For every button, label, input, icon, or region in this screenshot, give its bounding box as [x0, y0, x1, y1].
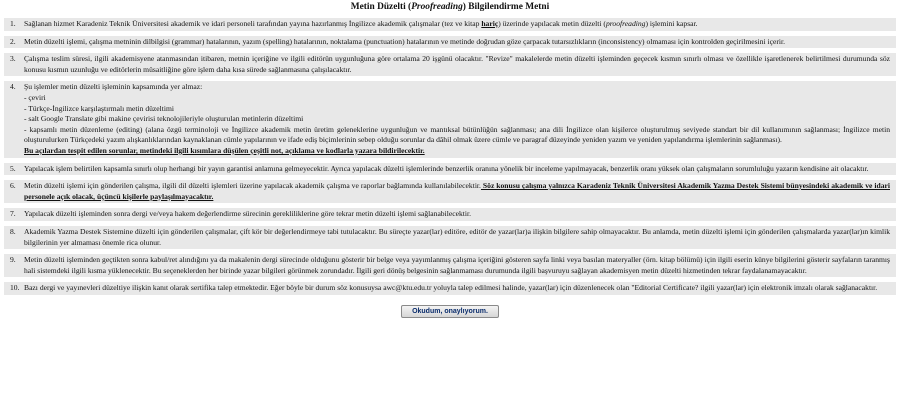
- list-item-6: 6. Metin düzelti işlemi için gönderilen çalışma, ilgili dil düzelti işlemleri üzerine yapılacak akademik çalışma ve raporlar bağlamında kullanılabilecektir. Söz konusu çalışma yalnızca Karadeniz Teknik Üniversitesi Akademik Yazma Destek Sistemi bünyesindeki akademik ve idari personele açık olacak, üçüncü kişilerle paylaşılmayacaktır.: [4, 180, 896, 203]
- list-item-4: 4. Şu işlemler metin düzelti işleminin kapsamında yer almaz: - çeviri - Türkçe-İngilizce karşılaştırmalı metin düzeltimi - salt Google Translate gibi makine çevirisi teknolojileriyle oluşturulan metinlerin düzeltimi - kapsamlı metin düzenleme (editing) (alana özgü terminoloji ve İngilizce akademik metin üretim geleneklerine uygunluğun ve mantıksal bütünlüğün sağlanması; ana dili İngilizce olan kişilerce oluşturulmuş seviyede standart bir dil kullanımının sağlanması; İngilizce metin oluşturulurken Türkçedeki yazım alışkanlıklarından kaynaklanan cümle yapılarının ve ifade ediş biçimlerinin sebep olduğu sorunlar da dâhil olmak üzere cümle ve paragraf düzeyinde yeniden yazım ve yeniden yapılandırma işlemlerinin sağlanması). Bu açılardan tespit edilen sorunlar, metindeki ilgili kısımlara düşülen çeşitli not, açıklama ve kodlarla yazara bildirilecektir.: [4, 81, 896, 157]
- info-page: [0, 2, 900, 420]
- excluded-comparative-editing: - Türkçe-İngilizce karşılaştırmalı metin düzeltimi: [24, 103, 174, 113]
- list-item-7: 7. Yapılacak düzelti işleminden sonra dergi ve/veya hakem değerlendirme sürecinin gerekliliklerine göre tekrar metin düzelti işlemi sağlanabilecektir.: [4, 208, 896, 221]
- list-item-10: 10. Bazı dergi ve yayınevleri düzeltiye ilişkin kanıt olarak sertifika talep etmektedir. Eğer böyle bir durum söz konusuysa awc@ktu.edu.tr yoluyla talep edilmesi halinde, yazar(lar) için düzenlenecek olan "Editorial Certificate? ilgili yazar(lar) için elektronik imzalı olarak sağlanacaktır.: [4, 282, 896, 295]
- list-item-5: 5. Yapılacak işlem belirtilen kapsamla sınırlı olup herhangi bir yayın garantisi anlamına gelmeyecektir. Ayrıca yapılacak düzelti işlemlerinde benzerlik oranına yönelik bir inceleme yapılmayacak, benzerlik oranı yüksek olan çalışmaların sorumluluğu yazarın kendisine ait olacaktır.: [4, 163, 896, 176]
- excluded-machine-translation: - salt Google Translate gibi makine çevirisi teknolojileriyle oluşturulan metinlerin düzeltimi: [24, 114, 304, 124]
- list-item-9: 9. Metin düzelti işleminden geçtikten sonra kabul/ret alındığını ya da makalenin dergi sürecinde olduğunu gösterir bir belge veya yayımlanmış çalışma içeriğini gösteren sayfa linki veya basılan materyaller (örn. kitap bölümü) için ilgili eserin künye bilgilerini gösterir sayfaların taranmış hali sistemdeki ilgili kısma yüklenecektir. Bu seçeneklerden her birinde yazar bilgileri görünmek zorundadır. İlgili geri dönüş belgesinin sağlanmaması durumunda ilgili başvuruyu sağlayan akademisyen metin düzelti hizmetinden tekrar faydalanamayacaktır.: [4, 254, 896, 277]
- button-row: [4, 300, 896, 318]
- list-item-2: 2. Metin düzelti işlemi, çalışma metninin dilbilgisi (grammar) hatalarının, yazım (spelling) hatalarının, noktalama (punctuation) hatalarının ve metinde doğrudan göze çarpacak tutarsızlıkların (inconsistency) olmaması için kontrolden geçirilmesini içerir.: [4, 36, 896, 49]
- excluded-comprehensive-editing: - kapsamlı metin düzenleme (editing) (alana özgü terminoloji ve İngilizce akademik metin üretim geleneklerine uygunluğun ve mantıksal bütünlüğün sağlanması; ana dili İngilizce olan kişilerce oluşturulmuş seviyede standart bir dil kullanımının sağlanması; İngilizce metin oluşturulurken Türkçedeki yazım alışkanlıklarından kaynaklanan cümle yapılarının ve ifade ediş biçimlerinin sebep olduğu sorunlar da dâhil olmak üzere cümle ve paragraf düzeyinde yeniden yazım ve yeniden yapılandırma işlemlerinin sağlanması).: [24, 124, 890, 145]
- list-item-8: 8. Akademik Yazma Destek Sistemine düzelti için gönderilen çalışmalar, çift kör bir değerlendirmeye tabi tutulacaktır. Bu süreçte yazar(lar) editöre, editör de yazar(lar)a ilişkin bilgilere sahip olmayacaktır. Bu anlamda, metin düzelti işlemi için gönderilen çalışmalarda yazar(lar)ın kimlik bilgilerinin yer almaması önemle rica olunur.: [4, 226, 896, 249]
- list-item-3: 3. Çalışma teslim süresi, ilgili akademisyene atanmasından itibaren, metnin içeriğine ve ilgili editörün uygunluğuna göre ortalama 20 işgünü olacaktır. "Revize" makalelerde metin düzelti işleminden geçecek kısmın sınırlı olması ve özellikle işaretlenerek belirtilmesi durumunda söz konusu kısmın uzunluğu ve editörlerin müsaitliğine göre işlem daha kısa sürede sağlanmasına çalışılacaktır.: [4, 53, 896, 76]
- accept-button[interactable]: Okudum, onaylıyorum.: [401, 305, 499, 318]
- list-item-1: 1. Sağlanan hizmet Karadeniz Teknik Üniversitesi akademik ve idari personeli tarafından yayına hazırlanmış İngilizce akademik çalışmalar (tez ve kitap hariç) üzerinde yapılacak metin düzelti (proofreading) işlemini kapsar.: [4, 18, 896, 31]
- excluded-translation: - çeviri: [24, 92, 46, 102]
- page-title: Metin Düzelti (Proofreading) Bilgilendirme Metni: [350, 2, 550, 12]
- item-4-notice: Bu açılardan tespit edilen sorunlar, metindeki ilgili kısımlara düşülen çeşitli not, açıklama ve kodlarla yazara bildirilecektir.: [24, 145, 425, 155]
